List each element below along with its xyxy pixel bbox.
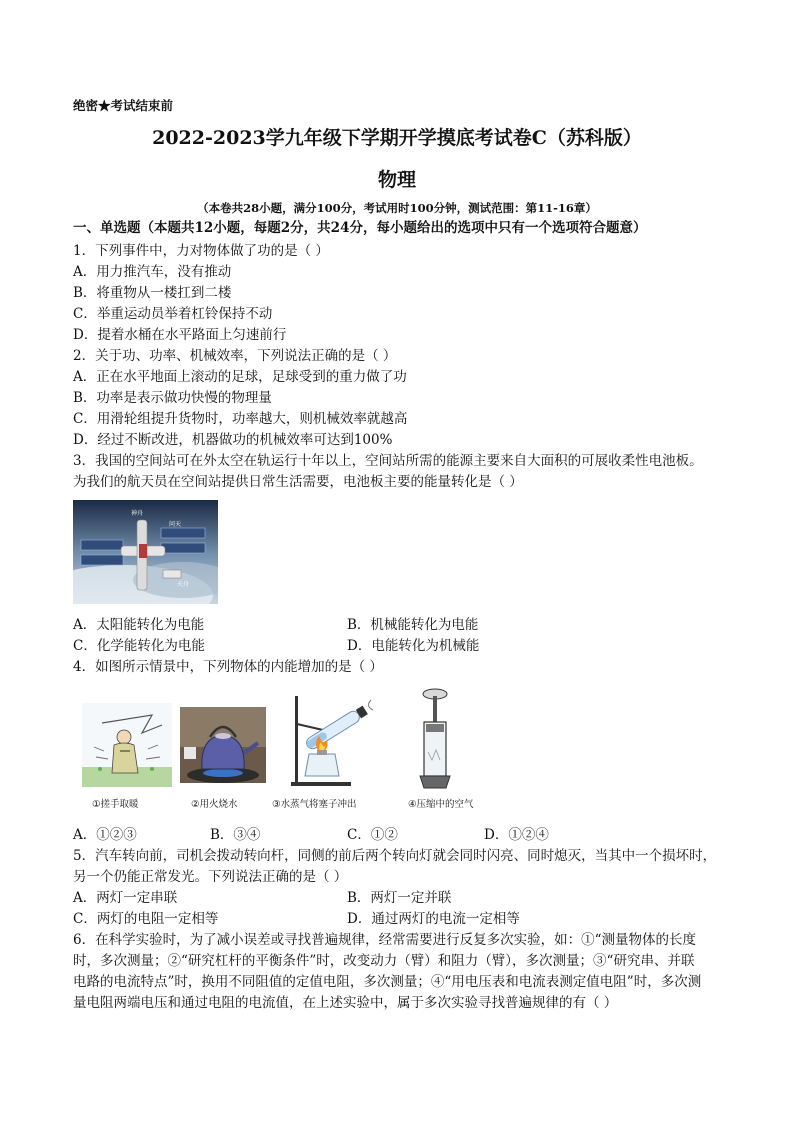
q1-option-c: C．举重运动员举着杠铃保持不动	[73, 306, 273, 322]
space-station-image	[73, 500, 218, 604]
q4-stem: 4．如图所示情景中，下列物体的内能增加的是（ ）	[73, 659, 383, 675]
label-tianzhou: 天舟	[177, 581, 190, 588]
q3-option-a: A．太阳能转化为电能	[73, 617, 205, 633]
caption-1: ①搓手取暖	[92, 799, 139, 810]
compression-tube-image	[412, 686, 458, 790]
q4-option-a: A．①②③	[73, 827, 137, 843]
q1-option-a: A．用力推汽车，没有推动	[73, 264, 232, 280]
caption-3: ③水蒸气将塞子冲出	[272, 799, 357, 810]
q2-option-b: B．功率是表示做功快慢的物理量	[73, 390, 272, 406]
subject-title: 物理	[377, 169, 416, 191]
q1-option-b: B．将重物从一楼扛到二楼	[73, 285, 232, 301]
q2-stem: 2．关于功、功率、机械效率，下列说法正确的是（ ）	[73, 348, 397, 364]
space-station-illustration	[73, 500, 218, 604]
label-wentian: 问天	[169, 521, 182, 528]
exam-title: 2022-2023学九年级下学期开学摸底考试卷C（苏科版）	[152, 127, 642, 149]
rubbing-hands-image	[82, 703, 172, 787]
q4-option-c: C．①②	[347, 827, 398, 843]
q3-stem-line2: 为我们的航天员在空间站提供日常生活需要，电池板主要的能量转化是（ ）	[73, 474, 523, 490]
q3-option-d: D．电能转化为机械能	[347, 638, 480, 654]
q6-line2: 时，多次测量；②“研究杠杆的平衡条件”时，改变动力（臂）和阻力（臂），多次测量；③“研究串、并联	[73, 953, 695, 969]
q3-stem-line1: 3．我国的空间站可在外太空在轨运行十年以上，空间站所需的能源主要来自大面积的可展收柔性电池板。	[73, 453, 703, 469]
confidential-mark: 绝密★考试结束前	[73, 98, 174, 113]
q2-option-a: A．正在水平地面上滚动的足球，足球受到的重力做了功	[73, 369, 407, 385]
q5-option-c: C．两灯的电阻一定相等	[73, 911, 219, 927]
q2-option-c: C．用滑轮组提升货物时，功率越大，则机械效率就越高	[73, 411, 408, 427]
kettle-image	[180, 707, 266, 783]
q3-option-c: C．化学能转化为电能	[73, 638, 205, 654]
q3-option-b: B．机械能转化为电能	[347, 617, 479, 633]
q5-stem-line1: 5．汽车转向前，司机会拨动转向杆，同侧的前后两个转向灯就会同时闪亮、同时熄灭，当其中一个损坏时，	[73, 848, 717, 864]
q5-option-b: B．两灯一定并联	[347, 890, 452, 906]
label-shenzhou: 神舟	[131, 510, 144, 517]
q6-line1: 6．在科学实验时，为了减小误差或寻找普遍规律，经常需要进行反复多次实验，如：①“测量物体的长度	[73, 932, 696, 948]
test-tube-image	[283, 690, 379, 788]
q1-option-d: D．提着水桶在水平路面上匀速前行	[73, 327, 287, 343]
q6-line4: 量电阻两端电压和通过电阻的电流值，在上述实验中，属于多次实验寻找普遍规律的有（ ）	[73, 995, 618, 1011]
q2-option-d: D．经过不断改进，机器做功的机械效率可达到100%	[73, 432, 393, 448]
q5-stem-line2: 另一个仍能正常发光。下列说法正确的是（ ）	[73, 869, 348, 885]
q1-stem: 1．下列事件中，力对物体做了功的是（ ）	[73, 243, 329, 259]
q4-option-b: B．③④	[210, 827, 261, 843]
exam-note: （本卷共28小题，满分100分，考试用时100分钟，测试范围：第11-16章）	[197, 201, 597, 215]
caption-2: ②用火烧水	[191, 799, 238, 810]
caption-4: ④压缩中的空气	[408, 799, 474, 810]
q5-option-a: A．两灯一定串联	[73, 890, 178, 906]
section-heading: 一、单选题（本题共12小题，每题2分，共24分，每小题给出的选项中只有一个选项符合题意）	[73, 220, 647, 236]
q6-line3: 电路的电流特点”时，换用不同阻值的定值电阻，多次测量；④“用电压表和电流表测定值电阻”时，多次测	[73, 974, 702, 990]
q5-option-d: D．通过两灯的电流一定相等	[347, 911, 520, 927]
q4-option-d: D．①②④	[484, 827, 549, 843]
